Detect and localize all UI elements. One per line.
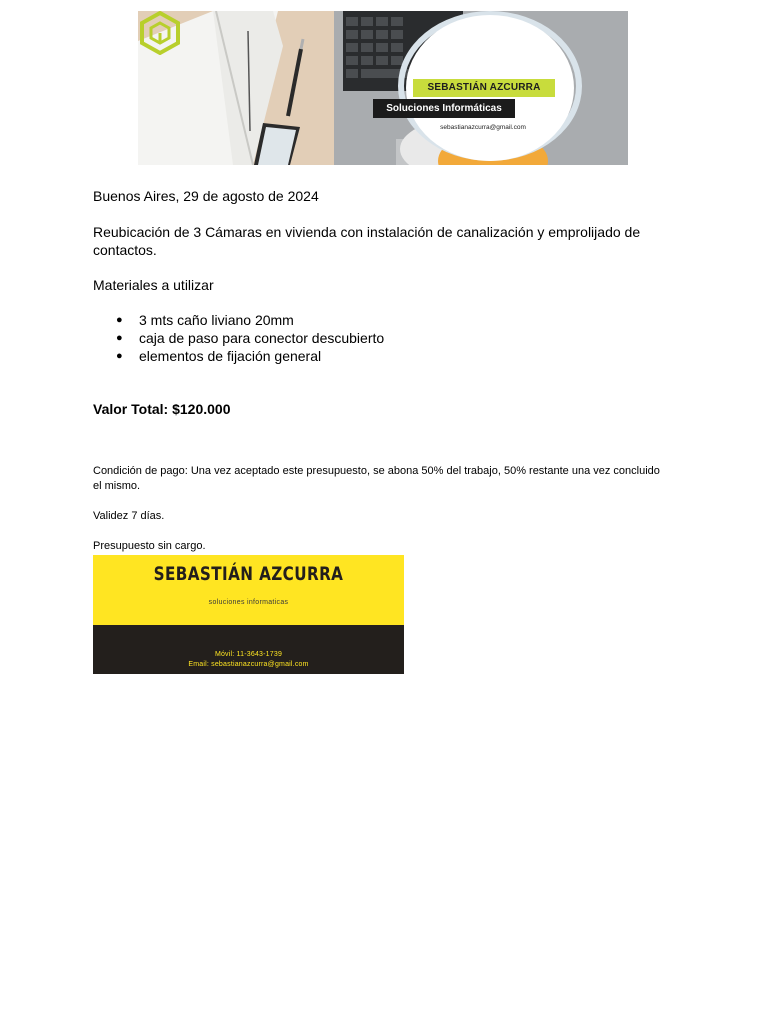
business-card bbox=[93, 555, 404, 674]
card-subtitle: soluciones informaticas bbox=[208, 599, 289, 606]
service-description: Reubicación de 3 Cámaras en vivienda con instalación de canalización y emprolijado de contactos. bbox=[93, 224, 641, 258]
logo-tagline: Soluciones Informáticas bbox=[373, 99, 515, 118]
header-banner bbox=[138, 11, 628, 165]
logo-name: SEBASTIÁN AZCURRA bbox=[413, 79, 555, 97]
no-charge-note: Presupuesto sin cargo. bbox=[93, 540, 206, 552]
validity-note: Validez 7 días. bbox=[93, 510, 165, 522]
materials-list bbox=[116, 311, 384, 365]
payment-condition: Condición de pago: Una vez aceptado este presupuesto, se abona 50% del trabajo, 50% restante una vez concluido el mismo. bbox=[93, 465, 660, 492]
materials-title: Materiales a utilizar bbox=[93, 277, 214, 293]
card-name: SEBASTIÁN AZCURRA bbox=[153, 563, 344, 585]
date-line: Buenos Aires, 29 de agosto de 2024 bbox=[93, 188, 319, 204]
list-item: ● caja de paso para conector descubierto bbox=[116, 329, 384, 347]
list-item: ● 3 mts caño liviano 20mm bbox=[116, 311, 384, 329]
list-item: ● elementos de fijación general bbox=[116, 347, 384, 365]
hexagon-logo-icon bbox=[138, 11, 182, 55]
logo-email: sebastianazcurra@gmail.com bbox=[440, 124, 526, 131]
card-email: Email: sebastianazcurra@gmail.com bbox=[188, 661, 309, 668]
total-value: Valor Total: $120.000 bbox=[93, 401, 231, 417]
card-phone: Móvil: 11-3643-1739 bbox=[214, 651, 283, 658]
